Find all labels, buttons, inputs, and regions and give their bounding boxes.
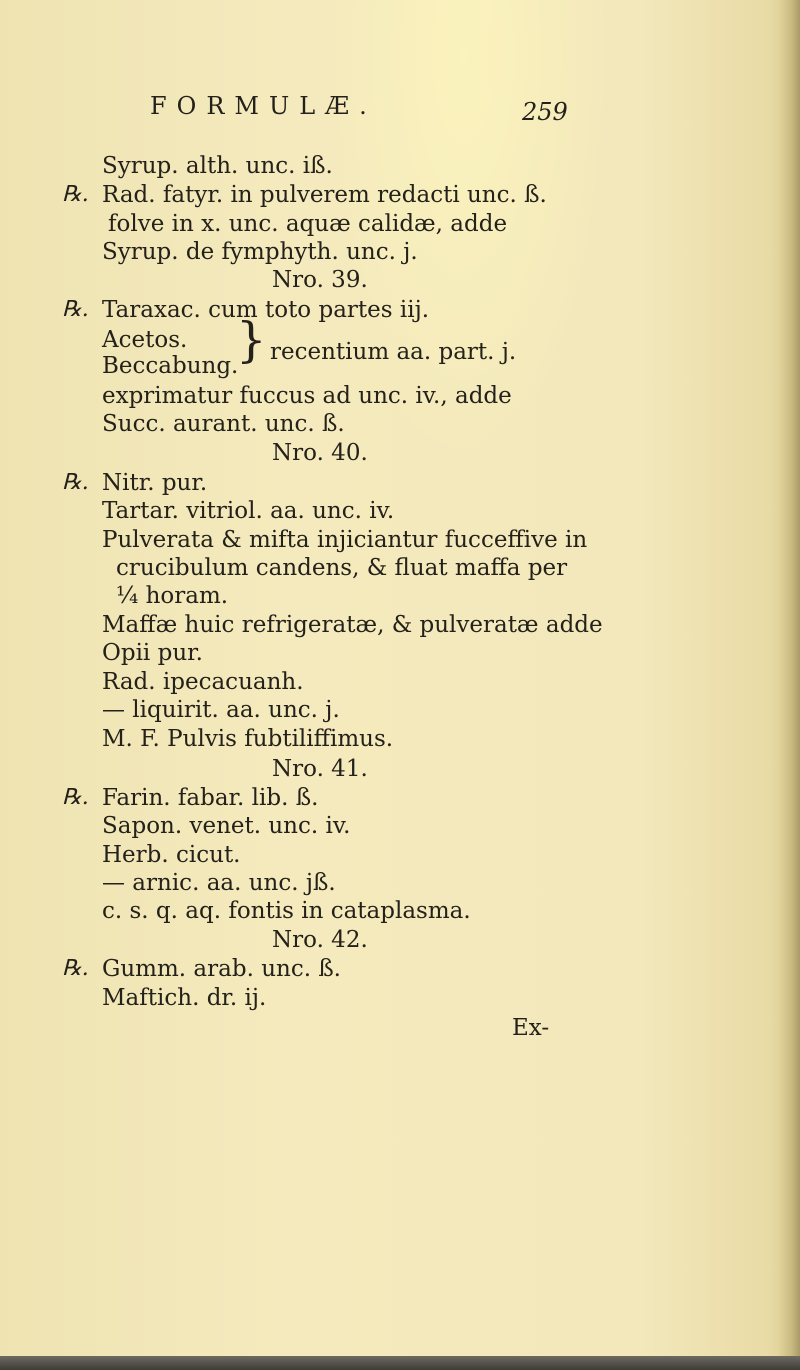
- text-line-30: Gumm. arab. unc. ß.: [102, 956, 341, 982]
- recipe-number: Nro. 39.: [272, 267, 368, 293]
- text-line-26: Herb. cicut.: [102, 842, 241, 868]
- scan-bottom-edge: [0, 1356, 800, 1370]
- rx-symbol: ℞.: [62, 956, 89, 981]
- text-line-17: ¼ horam.: [116, 583, 229, 609]
- text-line-11: Succ. aurant. unc. ß.: [102, 411, 345, 437]
- text-line-1: Syrup. alth. unc. iß.: [102, 153, 333, 179]
- recipe-number: Nro. 40.: [272, 440, 368, 466]
- text-line-13: Nitr. pur.: [102, 470, 208, 496]
- text-line-9: recentium aa. part. j.: [270, 339, 517, 365]
- page-edge-shadow: [778, 0, 800, 1370]
- grouping-brace: }: [236, 312, 267, 368]
- text-line-20: Rad. ipecacuanh.: [102, 669, 304, 695]
- rx-symbol: ℞.: [62, 297, 89, 322]
- text-line-25: Sapon. venet. unc. iv.: [102, 813, 351, 839]
- text-line-4: Syrup. de fymphyth. unc. j.: [102, 239, 418, 265]
- text-line-28: c. s. q. aq. fontis in cataplasma.: [102, 898, 471, 924]
- text-line-15: Pulverata & mifta injiciantur fucceffive in: [102, 527, 588, 553]
- text-line-14: Tartar. vitriol. aa. unc. iv.: [102, 498, 395, 524]
- text-line-31: Maftich. dr. ij.: [102, 985, 267, 1011]
- text-line-8: Beccabung.: [102, 353, 239, 379]
- rx-symbol: ℞.: [62, 785, 89, 810]
- text-line-16: crucibulum candens, & fluat maffa per: [116, 555, 568, 581]
- text-line-2: Rad. fatyr. in pulverem redacti unc. ß.: [102, 182, 547, 208]
- text-line-10: exprimatur fuccus ad unc. iv., adde: [102, 383, 512, 409]
- text-line-27: — arnic. aa. unc. jß.: [102, 870, 336, 896]
- recipe-number: Nro. 42.: [272, 927, 368, 953]
- rx-symbol: ℞.: [62, 182, 89, 207]
- catchword: Ex-: [512, 1015, 550, 1041]
- page-number: 259: [522, 98, 568, 126]
- text-line-24: Farin. fabar. lib. ß.: [102, 785, 319, 811]
- text-line-19: Opii pur.: [102, 640, 203, 666]
- text-line-6: Taraxac. cum toto partes iij.: [102, 297, 430, 323]
- text-line-7: Acetos.: [102, 327, 188, 353]
- running-head: FORMULÆ.: [150, 92, 377, 120]
- text-line-3: folve in x. unc. aquæ calidæ, adde: [108, 211, 508, 237]
- rx-symbol: ℞.: [62, 470, 89, 495]
- text-line-18: Maffæ huic refrigeratæ, & pulveratæ adde: [102, 612, 603, 638]
- text-line-22: M. F. Pulvis fubtiliffimus.: [102, 726, 394, 752]
- text-line-21: — liquirit. aa. unc. j.: [102, 697, 340, 723]
- recipe-number: Nro. 41.: [272, 756, 368, 782]
